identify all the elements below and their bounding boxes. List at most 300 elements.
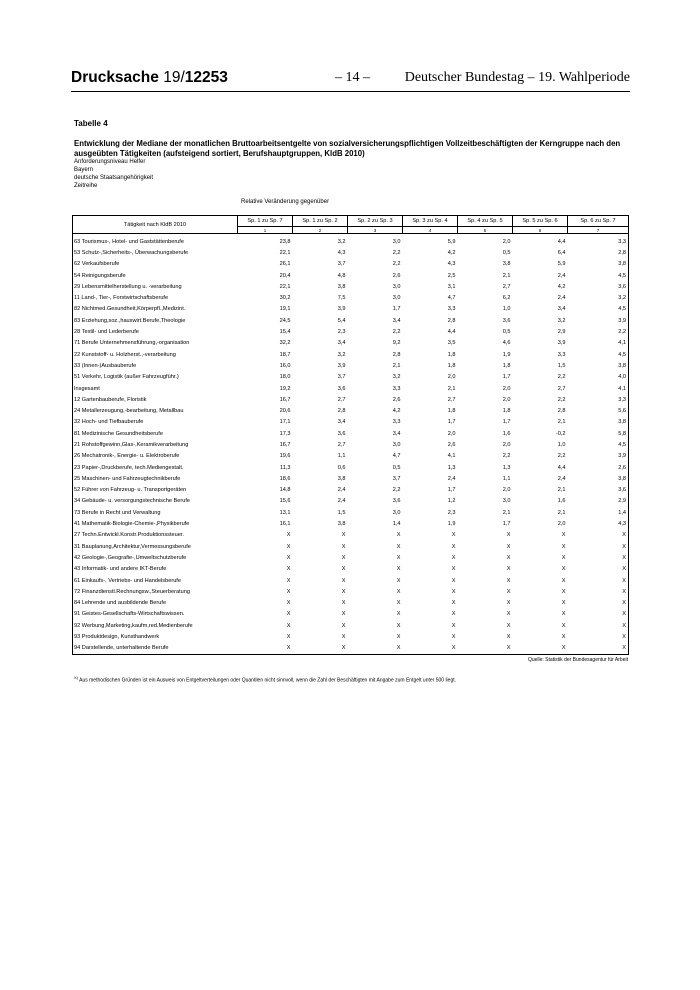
table-cell: 4,1	[568, 383, 629, 394]
table-cell: X	[396, 532, 401, 539]
table-cell: 6,2	[502, 295, 511, 302]
table-cell: 2,2	[392, 261, 401, 268]
table-cell: 11,3	[280, 464, 291, 471]
table-cell: 18,6	[279, 475, 291, 482]
table-cell: 3,5	[447, 340, 456, 347]
table-row	[73, 586, 629, 597]
table-cell: X	[286, 622, 291, 629]
row-label: 22 Kunststoff- u. Holzherst.,-verarbeitung	[73, 349, 238, 360]
table-cell: 15,4	[279, 329, 291, 336]
table-cell: 2,0	[502, 441, 511, 448]
table-cell: 2,6	[447, 441, 456, 448]
table-cell: 1,7	[502, 374, 511, 381]
table-cell: 2,4	[337, 487, 346, 494]
column-number: 7	[568, 227, 629, 234]
table-cell: 3,7	[337, 261, 346, 268]
table-cell: X	[506, 554, 511, 561]
table-cell: X	[451, 588, 456, 595]
table-row	[73, 247, 629, 258]
table-cell: X	[458, 643, 513, 655]
table-row	[73, 485, 629, 496]
table-cell: 17,1	[279, 419, 291, 426]
meta-line: Zeitreihe	[74, 183, 98, 189]
table-row	[73, 609, 629, 620]
table-row	[73, 338, 629, 349]
table-cell: X	[506, 600, 511, 607]
table-cell: X	[451, 577, 456, 584]
column-header: Sp. 1 zu Sp. 7	[238, 216, 293, 227]
row-label: 31 Bauplanung,Architektur,Vermessungsberufe	[73, 541, 238, 552]
table-cell: 9,2	[392, 340, 401, 347]
row-label: 84 Lehrende und ausbildende Berufe	[73, 598, 238, 609]
table-cell: 1,6	[502, 430, 511, 437]
table-cell: 22,1	[279, 249, 291, 256]
table-row	[73, 360, 629, 371]
row-label: 53 Schutz-,Sicherheits-, Überwachungsberufe	[73, 247, 238, 258]
table-cell: X	[506, 622, 511, 629]
table-cell: 2,0	[502, 238, 511, 245]
table-cell: 23,8	[279, 238, 291, 245]
row-label: 21 Rohstoffgewinn,Glas-,Keramikverarbeitung	[73, 439, 238, 450]
table-cell: X	[286, 566, 291, 573]
table-row	[73, 394, 629, 405]
row-label: 54 Reinigungsberufe	[73, 270, 238, 281]
table-cell: X	[396, 634, 401, 641]
table-cell: 5,6	[568, 405, 629, 416]
table-cell: 3,2	[568, 292, 629, 303]
table-cell: 3,9	[337, 362, 346, 369]
table-cell: X	[561, 566, 566, 573]
row-label: 63 Tourismus-, Hotel- und Gaststättenberufe	[73, 234, 238, 248]
row-label: 43 Informatik- und andere IKT-Berufe	[73, 564, 238, 575]
table-cell: 3,8	[337, 475, 346, 482]
table-cell: 1,7	[447, 419, 456, 426]
table-cell: 1,6	[557, 498, 566, 505]
table-cell: 4,1	[568, 338, 629, 349]
table-cell: 0,5	[502, 329, 511, 336]
row-label: 32 Hoch- und Tiefbauberufe	[73, 417, 238, 428]
table-row	[73, 473, 629, 484]
row-label: 93 Produktdesign, Kunsthandwerk	[73, 631, 238, 642]
table-cell: X	[568, 643, 629, 655]
table-cell: 30,2	[279, 295, 291, 302]
table-cell: X	[451, 554, 456, 561]
table-row	[73, 304, 629, 315]
table-cell: X	[341, 566, 346, 573]
source-note: Quelle: Statistik der Bundesagentur für Arbeit	[527, 657, 628, 663]
table-cell: 3,4	[337, 419, 346, 426]
row-label: 62 Verkaufsberufe	[73, 259, 238, 270]
table-cell: 3,7	[392, 475, 401, 482]
table-cell: 3,3	[568, 234, 629, 248]
table-cell: 3,6	[568, 281, 629, 292]
table-cell: 2,0	[502, 385, 511, 392]
table-cell: 16,1	[279, 521, 291, 528]
table-cell: 4,2	[447, 249, 456, 256]
table-row	[73, 372, 629, 383]
table-cell: X	[341, 634, 346, 641]
row-label: 41 Mathematik-Biologie-Chemie-,Physikberufe	[73, 518, 238, 529]
table-cell: 18,0	[279, 374, 291, 381]
table-cell: 1,1	[502, 475, 511, 482]
column-number: 4	[403, 227, 458, 234]
row-label: 61 Einkaufs-, Vertriebs- und Handelsberufe	[73, 575, 238, 586]
table-cell: 26,1	[279, 261, 291, 268]
table-cell: 2,4	[447, 475, 456, 482]
table-cell: X	[286, 588, 291, 595]
table-cell: X	[506, 532, 511, 539]
table-cell: 2,3	[337, 329, 346, 336]
table-cell: X	[396, 554, 401, 561]
column-header: Sp. 4 zu Sp. 5	[458, 216, 513, 227]
table-cell: 4,7	[392, 453, 401, 460]
table-cell: 4,2	[392, 408, 401, 415]
table-cell: 4,6	[502, 340, 511, 347]
table-row	[73, 507, 629, 518]
doc-reference: Drucksache 19/12253	[71, 69, 228, 86]
table-cell: 4,0	[568, 372, 629, 383]
table-cell: 2,7	[557, 385, 566, 392]
table-cell: 3,0	[392, 295, 401, 302]
table-row	[73, 292, 629, 303]
table-row	[73, 439, 629, 450]
table-row	[73, 259, 629, 270]
table-row	[73, 541, 629, 552]
table-cell: 2,3	[447, 509, 456, 516]
table-cell: 3,0	[502, 498, 511, 505]
table-cell: 5,9	[447, 238, 456, 245]
table-cell: X	[568, 620, 629, 631]
table-cell: X	[506, 588, 511, 595]
table-cell: 3,9	[568, 451, 629, 462]
table-cell: 4,5	[568, 439, 629, 450]
table-cell: 3,8	[568, 259, 629, 270]
table-cell: 2,8	[337, 408, 346, 415]
table-row	[73, 564, 629, 575]
table-row	[73, 315, 629, 326]
table-cell: 32,2	[279, 340, 291, 347]
table-cell: X	[341, 622, 346, 629]
table-cell: 3,8	[568, 417, 629, 428]
table-cell: 2,8	[557, 408, 566, 415]
table-cell: X	[561, 577, 566, 584]
table-cell: 3,8	[568, 360, 629, 371]
table-cell: X	[348, 643, 403, 655]
table-row	[73, 575, 629, 586]
table-cell: X	[341, 554, 346, 561]
table-row	[73, 552, 629, 563]
table-cell: 18,7	[279, 351, 291, 358]
table-row	[73, 631, 629, 642]
table-cell: 3,0	[392, 509, 401, 516]
table-cell: 2,4	[337, 498, 346, 505]
table-cell: X	[506, 634, 511, 641]
table-cell: 1,8	[502, 408, 511, 415]
table-cell: 1,1	[337, 453, 346, 460]
table-cell: 2,5	[447, 272, 456, 279]
table-row	[73, 326, 629, 337]
row-label: 81 Medizinische Gesundheitsberufe	[73, 428, 238, 439]
table-cell: X	[568, 631, 629, 642]
table-cell: 3,9	[557, 340, 566, 347]
table-cell: 4,3	[568, 518, 629, 529]
table-row	[73, 530, 629, 541]
row-label: 91 Geistes-Gesellschafts-Wirtschaftswissen.	[73, 609, 238, 620]
page-header	[71, 69, 630, 92]
row-label: 24 Metallerzeugung,-bearbeitung, Metallbau	[73, 405, 238, 416]
table-cell: X	[396, 622, 401, 629]
table-cell: 1,4	[568, 507, 629, 518]
table-cell: 3,0	[392, 283, 401, 290]
table-cell: 6,4	[557, 249, 566, 256]
table-cell: 2,9	[557, 329, 566, 336]
table-cell: 3,8	[502, 261, 511, 268]
table-cell: 4,4	[447, 329, 456, 336]
table-cell: X	[396, 588, 401, 595]
table-cell: X	[396, 611, 401, 618]
meta-line: Bayern	[74, 167, 94, 173]
row-label: 28 Textil- und Lederberufe	[73, 326, 238, 337]
row-label: 92 Werbung,Marketing,kaufm,red.Medienberufe	[73, 620, 238, 631]
table-cell: 3,2	[337, 351, 346, 358]
table-title: Entwicklung der Mediane der monatlichen Bruttoarbeitsentgelte von sozialversicherungspflichtigen Vollzeitbeschäftigten der Kerngruppe nach den ausgeübten Tätigkeiten (aufsteigend sortiert, Berufshauptgruppen, KldB 2010)	[74, 139, 621, 158]
table-cell: X	[568, 609, 629, 620]
relative-change-header: Relative Veränderung gegenüber	[241, 199, 330, 205]
row-label: 29 Lebensmittelherstellung u. -verarbeitung	[73, 281, 238, 292]
table-cell: 4,8	[337, 272, 346, 279]
table-cell: 1,7	[392, 306, 401, 313]
table-cell: 2,1	[557, 509, 566, 516]
table-cell: 2,6	[392, 272, 401, 279]
table-cell: 3,6	[337, 385, 346, 392]
table-cell: X	[396, 566, 401, 573]
table-cell: 2,1	[557, 487, 566, 494]
table-row	[73, 428, 629, 439]
table-cell: 1,7	[447, 487, 456, 494]
table-cell: 1,3	[447, 464, 456, 471]
table-cell: 1,0	[557, 441, 566, 448]
table-cell: 3,3	[392, 385, 401, 392]
table-cell: 20,4	[279, 272, 291, 279]
table-cell: 2,2	[557, 396, 566, 403]
table-cell: 3,0	[392, 441, 401, 448]
table-cell: 2,4	[557, 295, 566, 302]
row-label: 25 Maschinen- und Fahrzeugtechnikberufe	[73, 473, 238, 484]
table-cell: 4,2	[557, 283, 566, 290]
column-header: Sp. 5 zu Sp. 6	[513, 216, 568, 227]
table-cell: -0,2	[555, 430, 566, 437]
table-cell: 1,8	[502, 362, 511, 369]
table-cell: 2,7	[502, 283, 511, 290]
table-cell: 3,8	[337, 283, 346, 290]
table-cell: X	[396, 543, 401, 550]
table-cell: 3,8	[337, 521, 346, 528]
table-cell: X	[561, 532, 566, 539]
table-cell: 16,7	[279, 441, 291, 448]
column-header: Sp. 6 zu Sp. 7	[568, 216, 629, 227]
row-label: 52 Führer von Fahrzeug- u. Transportgeräten	[73, 485, 238, 496]
table-cell: X	[561, 600, 566, 607]
table-cell: X	[286, 577, 291, 584]
table-cell: 3,4	[557, 306, 566, 313]
table-cell: 5,9	[557, 261, 566, 268]
table-cell: 3,9	[337, 306, 346, 313]
data-table	[72, 215, 629, 655]
table-cell: 4,7	[447, 295, 456, 302]
table-cell: 4,1	[447, 453, 456, 460]
table-cell: X	[451, 622, 456, 629]
table-cell: 1,2	[447, 498, 456, 505]
table-cell: X	[451, 600, 456, 607]
table-cell: 2,6	[392, 396, 401, 403]
column-number: 5	[458, 227, 513, 234]
row-label: 83 Erziehung,soz.,hauswirt.Berufe,Theologie	[73, 315, 238, 326]
table-cell: 2,2	[392, 329, 401, 336]
table-cell: 3,2	[337, 238, 346, 245]
table-cell: X	[561, 588, 566, 595]
table-cell: X	[568, 541, 629, 552]
table-cell: X	[506, 566, 511, 573]
table-cell: 2,1	[557, 419, 566, 426]
table-cell: X	[286, 611, 291, 618]
table-cell: 7,5	[337, 295, 346, 302]
table-cell: 1,8	[447, 408, 456, 415]
table-cell: X	[568, 586, 629, 597]
table-row	[73, 383, 629, 394]
row-label: 34 Gebäude- u. versorgungstechnische Berufe	[73, 496, 238, 507]
table-cell: X	[341, 600, 346, 607]
table-label: Tabelle 4	[74, 119, 108, 128]
table-cell: 2,6	[568, 462, 629, 473]
table-cell: 4,5	[568, 270, 629, 281]
table-row	[73, 518, 629, 529]
table-cell: 1,9	[447, 521, 456, 528]
table-cell: 16,0	[279, 362, 291, 369]
column-number: 2	[293, 227, 348, 234]
table-row	[73, 349, 629, 360]
table-cell: X	[506, 543, 511, 550]
table-cell: 16,7	[279, 396, 291, 403]
table-cell: 24,5	[279, 317, 291, 324]
table-cell: X	[506, 611, 511, 618]
table-cell: X	[451, 611, 456, 618]
table-cell: 2,4	[557, 475, 566, 482]
table-cell: 4,5	[568, 304, 629, 315]
table-cell: 3,2	[392, 374, 401, 381]
table-row	[73, 417, 629, 428]
table-cell: 3,3	[557, 351, 566, 358]
table-row	[73, 598, 629, 609]
row-label: 82 Nichtmed.Gesundheit,Körperpfl.,Medizint.	[73, 304, 238, 315]
table-cell: 3,4	[392, 317, 401, 324]
table-cell: 19,2	[279, 385, 291, 392]
table-cell: 3,2	[557, 317, 566, 324]
table-cell: 2,2	[392, 487, 401, 494]
table-cell: 4,4	[557, 464, 566, 471]
table-cell: 2,8	[447, 317, 456, 324]
table-cell: 5,4	[337, 317, 346, 324]
table-cell: 2,2	[557, 374, 566, 381]
table-cell: 3,3	[447, 306, 456, 313]
table-cell: 2,2	[392, 249, 401, 256]
table-row	[73, 281, 629, 292]
table-cell: 1,8	[447, 351, 456, 358]
column-header: Sp. 1 zu Sp. 2	[293, 216, 348, 227]
table-cell: 1,5	[557, 362, 566, 369]
table-cell: 17,3	[279, 430, 291, 437]
row-label: 71 Berufe Unternehmensführung,-organisation	[73, 338, 238, 349]
column-number: 1	[238, 227, 293, 234]
table-cell: X	[341, 532, 346, 539]
table-cell: 0,5	[392, 464, 401, 471]
table-cell: X	[286, 634, 291, 641]
row-label: 72 Finanzdienstl.Rechnungsw.,Steuerberatung	[73, 586, 238, 597]
row-label: 11 Land-, Tier-, Forstwirtschaftsberufe	[73, 292, 238, 303]
table-cell: 2,1	[447, 385, 456, 392]
table-cell: 3,6	[502, 317, 511, 324]
meta-line: deutsche Staatsangehörigkeit	[74, 175, 154, 181]
table-cell: X	[561, 554, 566, 561]
table-cell: 3,3	[568, 394, 629, 405]
table-cell: X	[396, 600, 401, 607]
table-cell: 15,6	[279, 498, 291, 505]
table-row	[73, 270, 629, 281]
row-label: 23 Papier-,Druckberufe, tech.Mediengestalt.	[73, 462, 238, 473]
table-cell: 2,0	[557, 521, 566, 528]
table-cell: X	[293, 643, 348, 655]
table-cell: X	[286, 543, 291, 550]
table-cell: 3,4	[392, 430, 401, 437]
row-label: 51 Verkehr, Logistik (außer Fahrzeugführ.)	[73, 372, 238, 383]
table-cell: X	[451, 532, 456, 539]
table-cell: 1,7	[502, 521, 511, 528]
table-cell: 2,7	[337, 396, 346, 403]
footnote	[74, 675, 456, 684]
table-row	[73, 462, 629, 473]
table-cell: 2,2	[557, 453, 566, 460]
row-label: Insgesamt	[73, 383, 238, 394]
table-cell: 4,3	[447, 261, 456, 268]
table-cell: X	[568, 598, 629, 609]
table-row	[73, 496, 629, 507]
table-cell: 2,0	[502, 487, 511, 494]
table-cell: X	[451, 634, 456, 641]
table-row	[73, 405, 629, 416]
table-cell: 1,8	[447, 362, 456, 369]
row-label: 27 Techn.Entwickl.Konstr.Produktionssteuer.	[73, 530, 238, 541]
table-cell: 20,6	[279, 408, 291, 415]
table-cell: 2,9	[568, 496, 629, 507]
table-cell: 0,5	[502, 249, 511, 256]
table-cell: 3,9	[568, 315, 629, 326]
table-cell: X	[341, 588, 346, 595]
table-cell: 2,1	[502, 509, 511, 516]
table-cell: 1,0	[502, 306, 511, 313]
table-cell: 19,6	[279, 453, 291, 460]
table-row	[73, 620, 629, 631]
table-cell: X	[568, 575, 629, 586]
row-header: Tätigkeit nach KldB 2010	[73, 216, 238, 234]
row-label: 94 Darstellende, unterhaltende Berufe	[73, 643, 238, 655]
table-body	[73, 234, 629, 655]
column-number: 6	[513, 227, 568, 234]
table-cell: X	[568, 552, 629, 563]
table-cell: X	[561, 611, 566, 618]
table-row	[73, 451, 629, 462]
table-cell: X	[286, 532, 291, 539]
table-cell: 1,3	[502, 464, 511, 471]
table-cell: X	[568, 530, 629, 541]
